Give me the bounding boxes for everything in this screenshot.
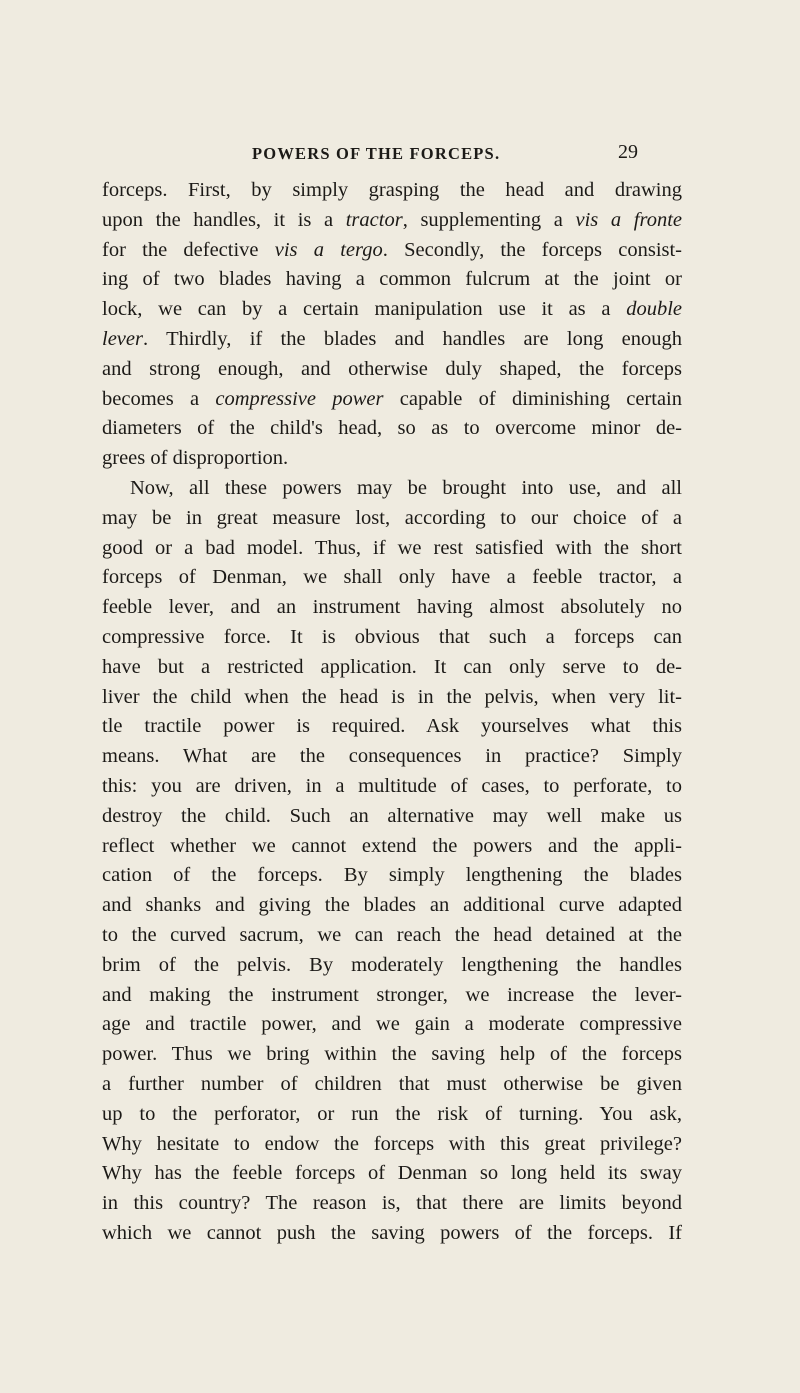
- text-line: feeble lever, and an instrument having almost absolutely no: [102, 596, 682, 619]
- text-line: may be in great measure lost, according to our choice of a: [102, 506, 682, 529]
- text-line: ing of two blades having a common fulcrum at the joint or: [102, 268, 682, 291]
- text-line: brim of the pelvis. By moderately lengthening the handles: [102, 953, 682, 976]
- text-line: a further number of children that must otherwise be given: [102, 1072, 682, 1095]
- text-line: to the curved sacrum, we can reach the head detained at the: [102, 923, 682, 946]
- text-line: Why hesitate to endow the forceps with this great privilege?: [102, 1132, 682, 1155]
- body-text: [102, 176, 682, 1249]
- text-line: diameters of the child's head, so as to overcome minor de-: [102, 417, 682, 440]
- text-line: lock, we can by a certain manipulation use it as a double: [102, 298, 682, 321]
- text-line: lever. Thirdly, if the blades and handles are long enough: [102, 327, 682, 350]
- text-line: forceps. First, by simply grasping the head and drawing: [102, 179, 682, 201]
- text-line: power. Thus we bring within the saving help of the forceps: [102, 1043, 682, 1066]
- text-line: in this country? The reason is, that there are limits beyond: [102, 1192, 682, 1215]
- text-line: forceps of Denman, we shall only have a feeble tractor, a: [102, 566, 682, 589]
- text-line: good or a bad model. Thus, if we rest satisfied with the short: [102, 536, 682, 559]
- text-line: becomes a compressive power capable of diminishing certain: [102, 387, 683, 410]
- text-line: up to the perforator, or run the risk of turning. You ask,: [102, 1102, 682, 1125]
- text-line: tle tractile power is required. Ask yourselves what this: [102, 715, 682, 738]
- text-line: this: you are driven, in a multitude of cases, to perforate, to: [102, 774, 682, 797]
- text-line: have but a restricted application. It can only serve to de-: [102, 655, 682, 678]
- text-line: age and tractile power, and we gain a moderate compressive: [102, 1013, 682, 1036]
- text-line: reflect whether we cannot extend the powers and the appli-: [102, 834, 682, 857]
- text-line: and making the instrument stronger, we increase the lever-: [102, 983, 682, 1006]
- text-line: liver the child when the head is in the pelvis, when very lit-: [102, 685, 682, 708]
- text-line: and shanks and giving the blades an additional curve adapted: [102, 894, 682, 917]
- text-line: compressive force. It is obvious that such a forceps can: [102, 625, 682, 648]
- text-line: Now, all these powers may be brought into use, and all: [130, 476, 682, 499]
- text-line: upon the handles, it is a tractor, supplementing a vis a fronte: [102, 208, 683, 231]
- running-title: POWERS OF THE FORCEPS.: [252, 144, 501, 163]
- text-line: which we cannot push the saving powers of the forceps. If: [102, 1221, 682, 1244]
- running-head: [0, 141, 800, 166]
- text-line: and strong enough, and otherwise duly shaped, the forceps: [102, 357, 682, 380]
- text-line: for the defective vis a tergo. Secondly, the forceps consist-: [102, 238, 683, 261]
- text-line: grees of disproportion.: [102, 447, 289, 470]
- page-number: 29: [618, 141, 638, 163]
- text-line: cation of the forceps. By simply lengthening the blades: [102, 864, 682, 887]
- text-line: means. What are the consequences in practice? Simply: [102, 745, 682, 768]
- text-line: destroy the child. Such an alternative may well make us: [102, 804, 682, 827]
- text-line: Why has the feeble forceps of Denman so long held its sway: [102, 1162, 682, 1185]
